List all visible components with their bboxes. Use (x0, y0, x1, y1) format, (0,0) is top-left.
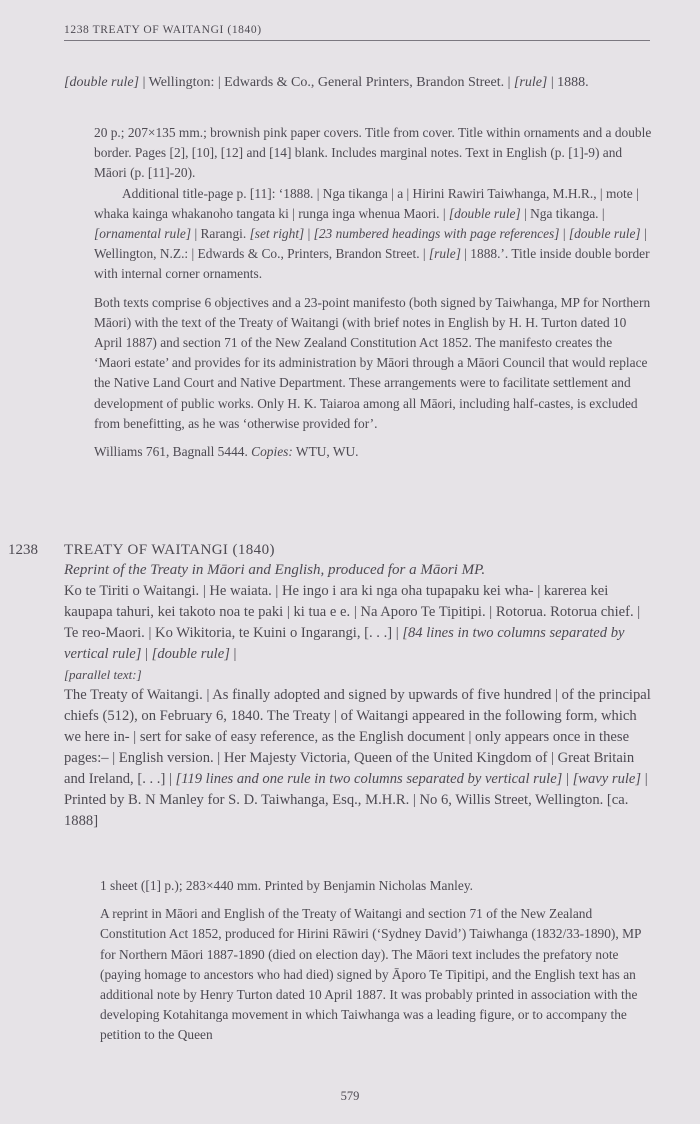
text-segment: | Nga tikanga. | (520, 205, 605, 221)
text-segment: Additional title-page p. [11]: ‘1888. | Nga tikanga | a | Hirini Rawiri Taiwhanga, M.H.R., | mote | whaka kainga whakanoho tangata ki | runga inga whenua Maori. | (94, 185, 639, 221)
title-transcription (64, 581, 654, 665)
previous-entry-imprint (64, 73, 644, 93)
text-segment: Williams 761, Bagnall 5444. (94, 444, 252, 460)
entry-1238 (8, 540, 654, 832)
italic-segment: [double rule] (448, 205, 521, 221)
italic-segment: [119 lines and one rule in two columns separated by vertical rule] (175, 771, 563, 787)
text-segment: | Rarangi. (191, 226, 250, 242)
text-segment: | (559, 226, 569, 242)
parallel-text-label: [parallel text:] (64, 667, 142, 682)
entry-note: A reprint in Māori and English of the Treaty of Waitangi and section 71 of the New Zealand Constitution Act 1852, produced for Hirini Rāwiri (‘Sydney David’) Taiwhanga (1832/33-1890), MP for Northern Māori 1887-1890 (died on election day). The Māori text includes the prefatory note (paying homage to ancestors who had died) signed by Āporo Te Tipitipi, and the English text has an additional note by Henry Turton dated 10 April 1887. It was probably printed in association with the developing Kotahitanga movement in which Taiwhanga was a leading figure, or to accompany the petition to the Queen (100, 906, 641, 1043)
text-segment: | (562, 771, 573, 787)
italic-segment: [ornamental rule] (94, 226, 192, 242)
entry-number: 1238 (8, 542, 38, 558)
text-segment: | Printed by B. N Manley for S. D. Taiwhanga, Esq., M.H.R. | No 6, Willis Street, Wellington. [ca. 1888] (64, 771, 648, 829)
italic-segment: [23 numbered headings with page references] (313, 226, 560, 242)
text-segment: Ko te Tiriti o Waitangi. | He waiata. | He ingo i ara ki nga oha tupapaku kei wha- | karerea kei kaupapa tahuri, kei takoto noa te paki | ki tua e e. | Na Aporo Te Tipitipi. | Rotorua. Rotorua chief. | Te reo-Maori. | Ko Wikitoria, te Kuini o Ingarangi, [. . .] | (64, 583, 641, 641)
entry-1238-description (100, 876, 652, 1046)
text-segment: | (304, 226, 314, 242)
entry-title: TREATY OF WAITANGI (1840) (64, 542, 275, 558)
references (94, 442, 652, 462)
text-segment: | (141, 646, 152, 662)
previous-entry-description (94, 123, 652, 462)
text-segment: | Wellington: | Edwards & Co., General Printers, Brandon Street. | (139, 75, 514, 90)
italic-segment: [double rule] (568, 226, 641, 242)
italic-segment: [double rule] (151, 646, 230, 662)
entry-heading (8, 540, 654, 560)
italic-segment: Copies: (251, 444, 293, 460)
entry-physical-description: 1 sheet ([1] p.); 283×440 mm. Printed by Benjamin Nicholas Manley. (100, 878, 474, 893)
content-note: Both texts comprise 6 objectives and a 23-point manifesto (both signed by Taiwhanga, MP for Northern Māori) with the text of the Treaty of Waitangi (with brief notes in English by H. H. Turton dated 10 April 1887) and section 71 of the New Zealand Constitution Act 1852. The manifesto creates the ‘Maori estate’ and provides for its administration by Māori through a Māori Council that would replace the Native Land Court and Native Department. These arrangements were to facilitate settlement and development of public works. Only H. K. Taiaroa among all Māori, including half-castes, is excluded from benefitting, as he was ‘otherwise provided for’. (94, 294, 651, 431)
text-segment: | Wellington, N.Z.: | Edwards & Co., Printers, Brandon Street. | (94, 226, 647, 262)
english-text-transcription (64, 685, 654, 832)
physical-description: 20 p.; 207×135 mm.; brownish pink paper covers. Title from cover. Title within ornaments and a double border. Pages [2], [10], [12] and [14] blank. Includes marginal notes. Text in English (p. [1]-9) and Māori (p. [11]-20). (94, 125, 652, 181)
imprint-text (64, 73, 644, 93)
italic-segment: [84 lines in two columns separated by vertical rule] (64, 625, 625, 662)
additional-title-page (94, 184, 652, 285)
italic-segment: [rule] (513, 75, 548, 90)
running-head: 1238 TREATY OF WAITANGI (1840) (64, 24, 650, 41)
italic-segment: [set right] (249, 226, 305, 242)
text-segment: The Treaty of Waitangi. | As finally adopted and signed by upwards of five hundred | of the principal chiefs (512), on February 6, 1840. The Treaty | of Waitangi appeared in the following form, which we here in- | sert for sake of easy reference, as the English document | only appears once in these pages:– | English version. | Her Majesty Victoria, Queen of the United Kingdom of | Great Britain and Ireland, [. . .] | (64, 687, 651, 787)
text-segment: | 1888.’. Title inside double border with internal corner ornaments. (94, 246, 650, 282)
text-segment: | (229, 646, 237, 662)
text-segment: | 1888. (547, 75, 589, 90)
italic-segment: [double rule] (64, 75, 140, 90)
text-segment: WTU, WU. (292, 444, 359, 460)
page-number: 579 (340, 1089, 360, 1103)
italic-segment: [rule] (428, 246, 461, 262)
entry-subtitle: Reprint of the Treaty in Māori and English, produced for a Māori MP. (64, 562, 486, 578)
italic-segment: [wavy rule] (572, 771, 642, 787)
